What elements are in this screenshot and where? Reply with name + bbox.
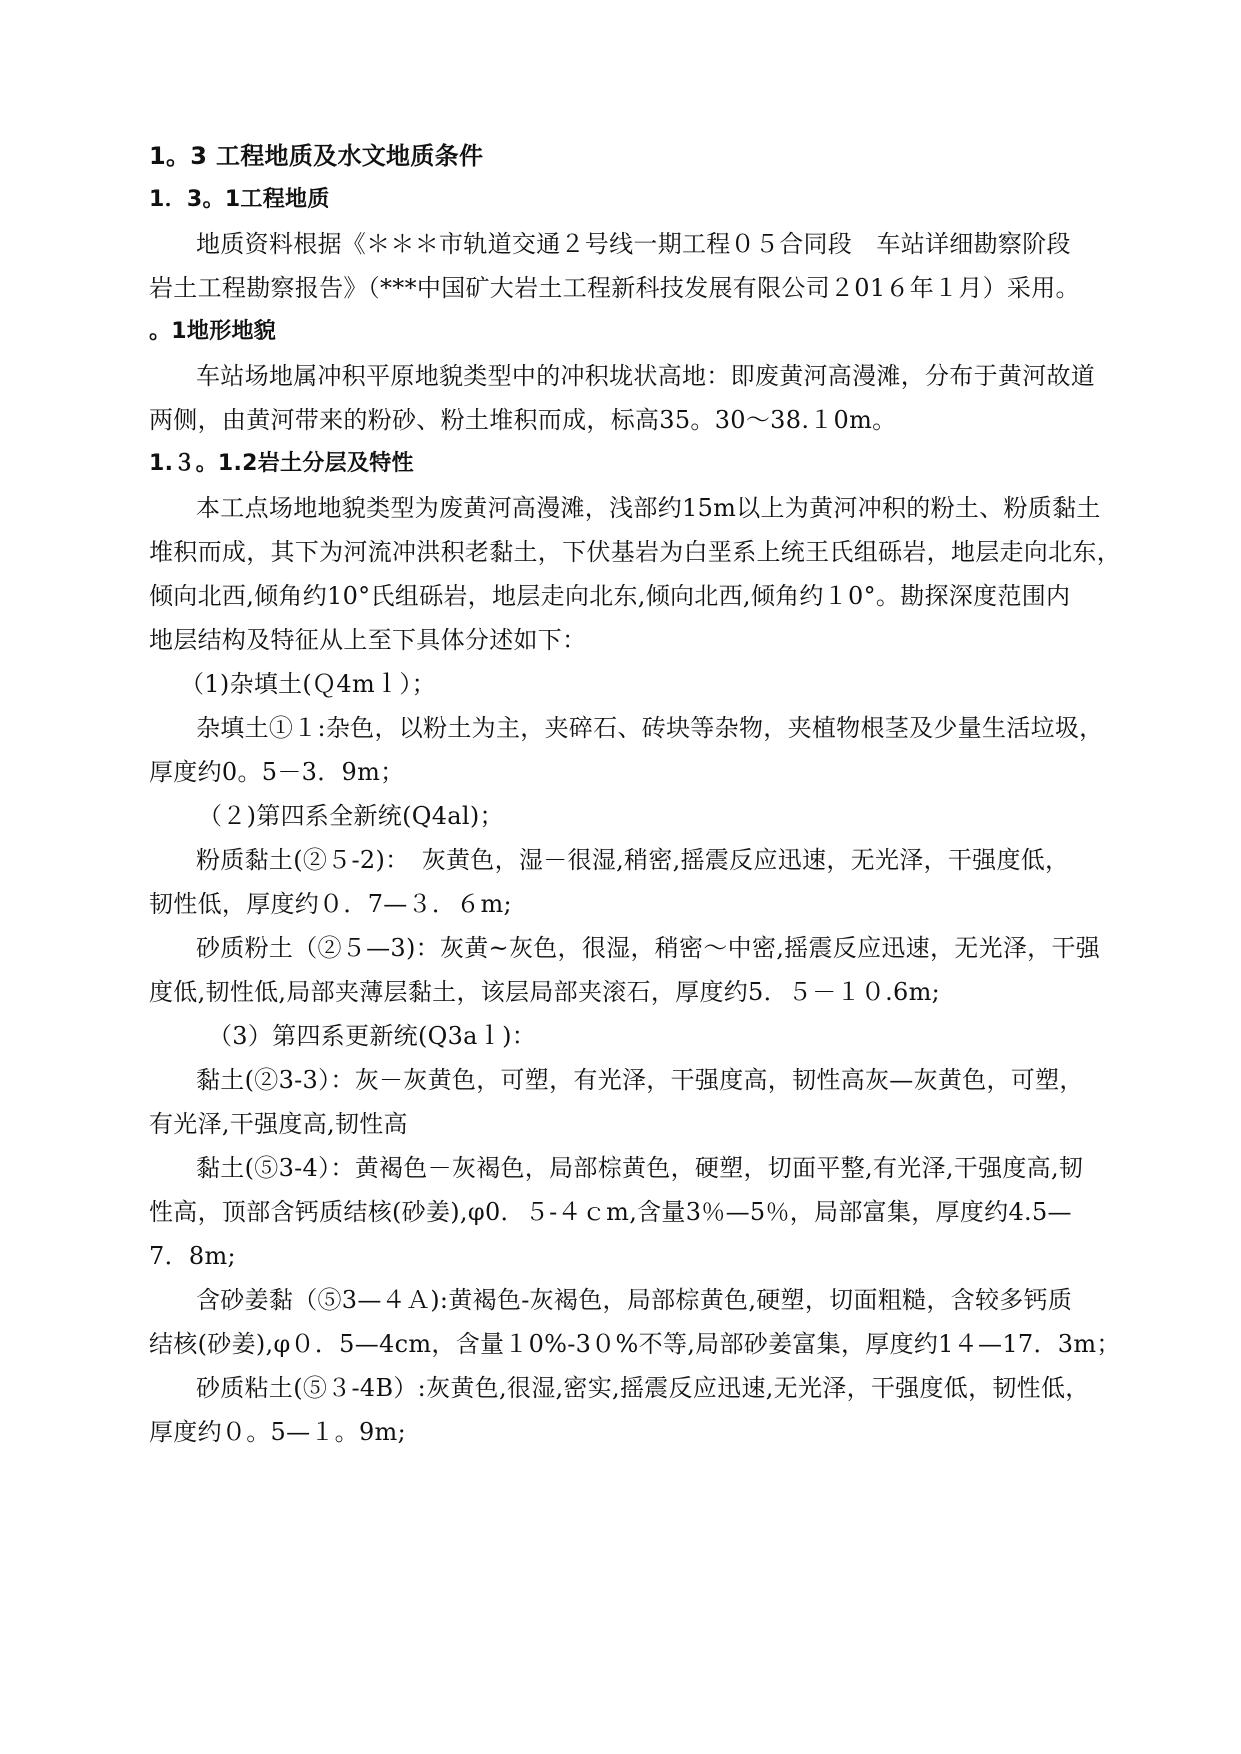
layers-intro-line-2: 堆积而成，其下为河流冲洪积老黏土，下伏基岩为白垩系上统王氏组砾岩，地层走向北东， bbox=[149, 538, 1121, 566]
item-1-body-line-1: 杂填土①１:杂色，以粉土为主，夹碎石、砖块等杂物，夹植物根茎及少量生活垃圾， bbox=[196, 714, 1104, 742]
item-3c-line-1: 含砂姜黏（⑤3—４Ａ):黄褐色-灰褐色，局部棕黄色,硬塑，切面粗糙，含较多钙质 bbox=[196, 1286, 1073, 1314]
item-3-title: （3）第四系更新统(Q3aｌ)： bbox=[208, 1022, 537, 1050]
item-1-body-line-2: 厚度约0。5－3．9m； bbox=[149, 758, 405, 786]
layers-intro-line-3: 倾向北西,倾角约10°氏组砾岩，地层走向北东,倾向北西,倾角约１0°。勘探深度范围内 bbox=[149, 582, 1071, 610]
sub-heading-layers: 1.３。1.2岩土分层及特性 bbox=[149, 451, 414, 476]
item-2b-line-1: 砂质粉土（②５—3)：灰黄~灰色，很湿，稍密～中密,摇震反应迅速，无光泽，干强 bbox=[196, 934, 1101, 962]
item-3b-line-2: 性高，顶部含钙质结核(砂姜),φ0．５-４ｃm,含量3％—5％，局部富集，厚度约4.5— bbox=[149, 1198, 1072, 1226]
intro-line-1: 地质资料根据《＊＊＊市轨道交通２号线一期工程０５合同段 车站详细勘察阶段 bbox=[196, 230, 1071, 258]
layers-intro-line-1: 本工点场地地貌类型为废黄河高漫滩，浅部约15m以上为黄河冲积的粉土、粉质黏土 bbox=[196, 494, 1101, 522]
section-heading-1-3-1: 1．3。1工程地质 bbox=[149, 187, 330, 212]
terrain-line-1: 车站场地属冲积平原地貌类型中的冲积垅状高地：即废黄河高漫滩，分布于黄河故道 bbox=[196, 362, 1096, 390]
item-3b-line-1: 黏土(⑤3-4）：黄褐色－灰褐色，局部棕黄色，硬塑，切面平整,有光泽,干强度高,韧 bbox=[196, 1154, 1084, 1182]
item-3d-line-1: 砂质粘土(⑤３-4B）:灰黄色,很湿,密实,摇震反应迅速,无光泽，干强度低，韧性低， bbox=[196, 1374, 1090, 1402]
intro-line-2: 岩土工程勘察报告》（***中国矿大岩土工程新科技发展有限公司２01６年１月）采用。 bbox=[149, 274, 1080, 302]
item-3a-line-1: 黏土(②3-3）：灰－灰黄色，可塑，有光泽，干强度高，韧性高灰—灰黄色，可塑， bbox=[196, 1066, 1084, 1094]
item-3b-line-3: 7．8m; bbox=[149, 1242, 236, 1270]
item-2a-line-1: 粉质黏土(②５-2)： 灰黄色，湿－很湿,稍密,摇震反应迅速，无光泽，干强度低， bbox=[196, 846, 1070, 874]
item-2a-line-2: 韧性低，厚度约０．7—３．６m; bbox=[149, 890, 512, 918]
item-3c-line-2: 结核(砂姜),φ０．5—4cm，含量１0%-3０%不等,局部砂姜富集，厚度约1４—17．3m； bbox=[149, 1330, 1121, 1358]
terrain-line-2: 两侧，由黄河带来的粉砂、粉土堆积而成，标高35。30～38.１0m。 bbox=[149, 406, 897, 434]
section-heading-1-3: 1。3 工程地质及水文地质条件 bbox=[149, 142, 484, 170]
item-3d-line-2: 厚度约０。5—１。9m; bbox=[149, 1418, 406, 1446]
item-3a-line-2: 有光泽,干强度高,韧性高 bbox=[149, 1110, 408, 1138]
item-1-title: （1)杂填土(Ｑ4mｌ）； bbox=[180, 670, 436, 698]
item-2b-line-2: 度低,韧性低,局部夹薄层黏土，该层局部夹滚石，厚度约5．５－１０.6m; bbox=[149, 978, 941, 1006]
sub-heading-terrain: 。1地形地貌 bbox=[149, 319, 277, 344]
item-2-title: （２)第四系全新统(Q4al)； bbox=[198, 802, 504, 830]
layers-intro-line-4: 地层结构及特征从上至下具体分述如下： bbox=[149, 626, 587, 654]
